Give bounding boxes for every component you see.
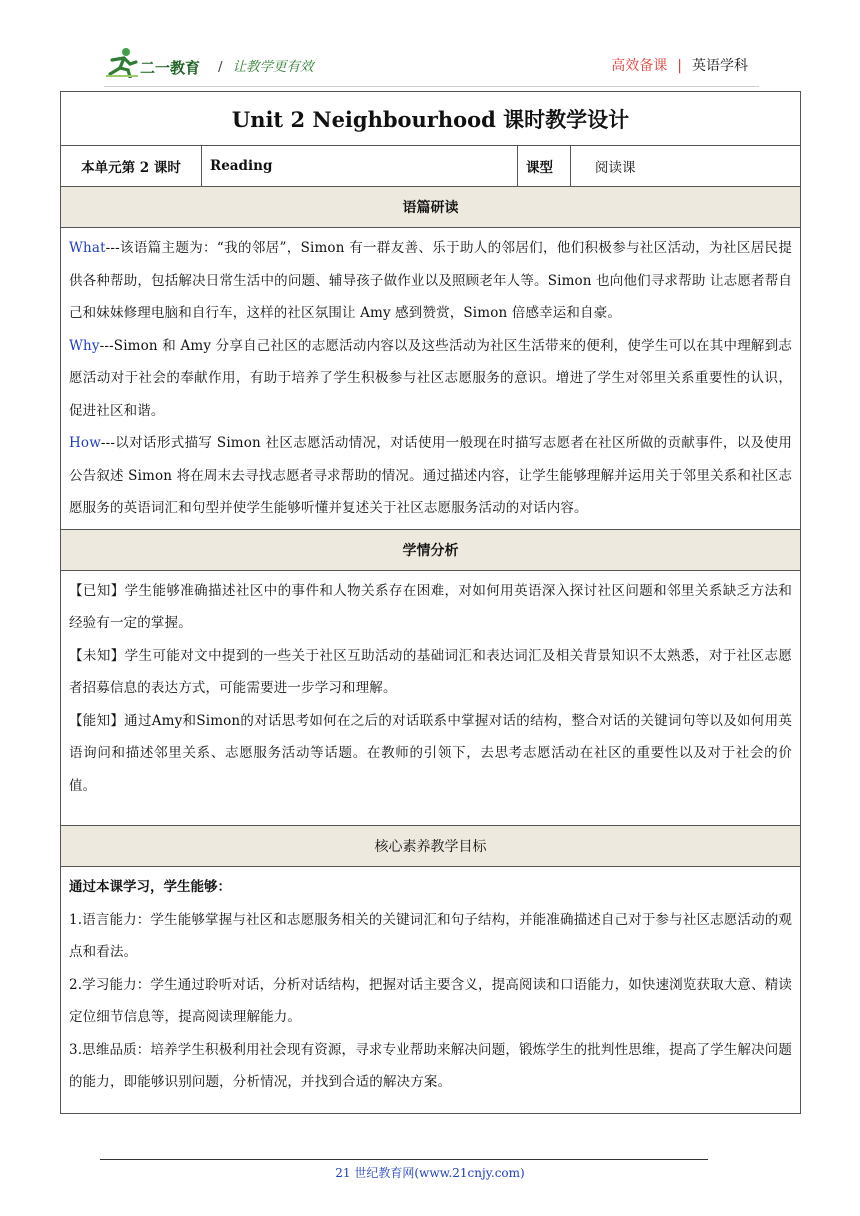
why-text: ---Simon 和 Amy 分享自己社区的志愿活动内容以及这些活动为社区生活带来的便利，使学生可以在其中理解到志愿活动对于社会的奉献作用，有助于培养了学生积极参与社区志愿服务的意识。增进了学生对邻里关系重要性的认识，促进社区和谐。 — [69, 337, 793, 419]
header-subject-label: 英语学科 — [692, 58, 748, 74]
brand-logo — [104, 46, 222, 82]
header-divider: | — [677, 58, 682, 74]
page-header — [0, 0, 860, 90]
header-subject-tag — [611, 55, 748, 75]
lesson-number: 本单元第 2 课时 — [61, 146, 202, 187]
what-text: ---该语篇主题为：“我的邻居”，Simon 有一群友善、乐于助人的邻居们，他们积极参与社区活动，为社区居民提供各种帮助，包括解决日常生活中的问题、辅导孩子做作业以及照顾老年人等。Simon 也向他们寻求帮助 让志愿者帮自己和妹妹修理电脑和自行车，这样的社区氛围让 Amy 感到赞赏，Simon 倍感幸运和自豪。 — [69, 240, 793, 321]
objective-item: 2.学习能力：学生通过聆听对话，分析对话结构，把握对话主要含义，提高阅读和口语能力，如快速浏览获取大意、精读定位细节信息等，提高阅读理解能力。 — [69, 976, 793, 1025]
header-rule — [104, 86, 759, 87]
learner-analysis-body — [61, 570, 801, 825]
how-paragraph — [69, 427, 792, 525]
footer-rule — [100, 1159, 708, 1160]
lesson-design-table — [60, 91, 801, 1114]
footer-source: 21 世纪教育网(www.21cnjy.com) — [335, 1166, 525, 1180]
lesson-type-label: 课型 — [518, 146, 571, 187]
section-heading-learner-analysis: 学情分析 — [61, 529, 801, 570]
objective-item: 3.思维品质：培养学生积极利用社会现有资源，寻求专业帮助来解决问题，锻炼学生的批判性思维，提高了学生解决问题的能力，即能够识别问题，分析情况，并找到合适的解决方案。 — [69, 1041, 793, 1090]
slogan-text: 让教学更有效 — [232, 59, 314, 75]
why-paragraph — [69, 330, 792, 428]
slogan — [218, 55, 314, 75]
header-prep-label: 高效备课 — [611, 58, 668, 74]
why-label: Why — [69, 337, 100, 354]
known-paragraph: 【已知】学生能够准确描述社区中的事件和人物关系存在困难，对如何用英语深入探讨社区问题和邻里关系缺乏方法和经验有一定的掌握。 — [69, 582, 793, 631]
lesson-info-row — [61, 146, 801, 187]
what-label: What — [69, 240, 106, 256]
runner-logo-icon — [104, 46, 140, 78]
unknown-paragraph: 【未知】学生可能对文中提到的一些关于社区互助活动的基础词汇和表达词汇及相关背景知识不太熟悉，对于社区志愿者招募信息的表达方式，可能需要进一步学习和理解。 — [69, 647, 793, 696]
section-heading-objectives: 核心素养教学目标 — [61, 825, 801, 866]
able-paragraph: 【能知】通过Amy和Simon的对话思考如何在之后的对话联系中掌握对话的结构，整合对话的关键词句等以及如何用英语询问和描述邻里关系、志愿服务活动等话题。在教师的引领下，去思考志愿活动在社区的重要性以及对于社会的价值。 — [69, 712, 793, 794]
section-heading-text-study: 语篇研读 — [61, 187, 801, 228]
how-label: How — [69, 435, 101, 451]
objectives-body — [61, 866, 801, 1113]
how-text: ---以对话形式描写 Simon 社区志愿活动情况，对话使用一般现在时描写志愿者在社区所做的贡献事件，以及使用公告叙述 Simon 将在周末去寻找志愿者寻求帮助的情况。通过描述内容，让学生能够理解并运用关于邻里关系和社区志愿服务的英语词汇和句型并使学生能够听懂并复述关于社区志愿服务活动的对话内容。 — [69, 435, 793, 516]
objective-item: 1.语言能力：学生能够掌握与社区和志愿服务相关的关键词汇和句子结构，并能准确描述自己对于参与社区志愿活动的观点和看法。 — [69, 911, 793, 960]
lesson-type-value: 阅读课 — [571, 146, 801, 187]
logo-text: 二一教育 — [140, 59, 201, 77]
slogan-separator: / — [218, 59, 223, 75]
document-title: Unit 2 Neighbourhood 课时教学设计 — [61, 92, 801, 146]
text-study-body — [61, 228, 801, 530]
what-paragraph — [69, 232, 792, 330]
lesson-topic: Reading — [202, 146, 518, 187]
objectives-lead: 通过本课学习，学生能够： — [69, 878, 231, 895]
